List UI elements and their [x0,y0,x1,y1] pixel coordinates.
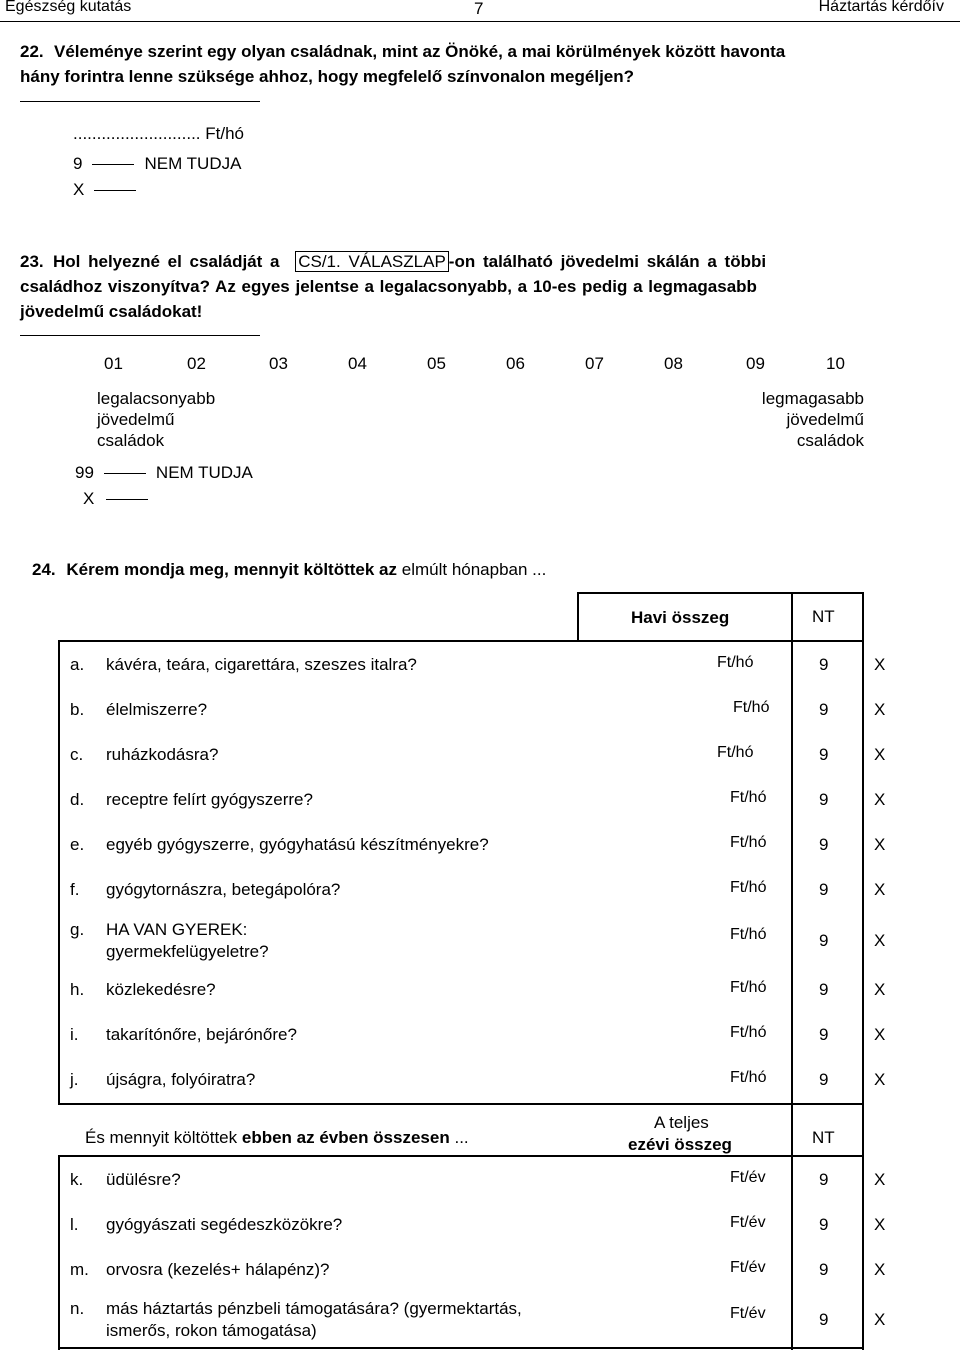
q23-option-x[interactable] [83,489,158,509]
q23-option-nt[interactable] [75,463,253,483]
nt-option[interactable]: 9 [819,1215,829,1234]
low-label-line: családok [97,431,165,450]
nt-option[interactable]: 9 [819,790,829,809]
dash-line [106,499,148,500]
x-option[interactable]: X [874,880,886,899]
nt-option[interactable]: 9 [819,1260,829,1279]
amount-field[interactable]: Ft/év [730,1305,766,1322]
year-intro-c: ... [454,1128,469,1147]
amount-field[interactable]: Ft/hó [730,834,767,851]
header-left: Egészség kutatás [5,0,132,15]
nt-option[interactable]: 9 [819,931,829,950]
high-label-line: jövedelmű [786,410,864,429]
q23-number [20,252,44,272]
col-header-year-nt: NT [812,1128,835,1147]
x-option[interactable]: X [874,655,886,674]
row-letter: j. [70,1070,79,1089]
row-question-line2: gyermekfelügyeletre? [106,942,269,961]
x-option[interactable]: X [874,1170,886,1189]
row-question: gyógytornászra, betegápolóra? [106,880,341,899]
x-option[interactable]: X [874,700,886,719]
table-rule [58,640,864,642]
q23-underline [20,335,260,336]
q22-line1: Véleménye szerint egy olyan családnak, mint az Önöké, a mai körülmények között havonta [54,42,786,61]
x-option[interactable]: X [874,1215,886,1234]
table-rule [58,640,60,1105]
x-option[interactable]: X [874,931,886,950]
table-rule [58,1155,60,1350]
row-question: ruházkodásra? [106,745,219,764]
q23-x-code: X [83,489,95,508]
table-rule [862,1103,864,1350]
scale-low-label [97,388,215,451]
q22-option-nt[interactable] [73,154,241,174]
page-number: 7 [474,0,484,18]
q22-answer-unit: Ft/hó [205,124,245,143]
row-letter: i. [70,1025,79,1044]
nt-option[interactable]: 9 [819,1170,829,1189]
scale-option[interactable]: 02 [187,354,206,373]
q23-line2 [20,277,757,297]
q22-nt-code: 9 [73,154,83,173]
q24-title [32,560,546,580]
row-question: gyógyászati segédeszközökre? [106,1215,343,1234]
x-option[interactable]: X [874,1070,886,1089]
scale-option[interactable]: 03 [269,354,288,373]
table-rule [577,592,579,640]
q23-line3: jövedelmű családokat! [20,302,203,321]
row-letter: e. [70,835,85,854]
amount-field[interactable]: Ft/év [730,1214,766,1231]
x-option[interactable]: X [874,1025,886,1044]
q22-nt-label: NEM TUDJA [144,154,242,173]
x-option[interactable]: X [874,790,886,809]
nt-option[interactable]: 9 [819,655,829,674]
row-question: orvosra (kezelés+ hálapénz)? [106,1260,330,1279]
row-letter: k. [70,1170,84,1189]
year-intro-b: ebben az évben összesen [241,1128,450,1147]
table-rule [791,1103,793,1350]
nt-option[interactable]: 9 [819,1070,829,1089]
q23-line2-a: családhoz viszonyítva? [20,277,210,296]
amount-field[interactable]: Ft/hó [730,979,767,996]
x-option[interactable]: X [874,1260,886,1279]
q23-card-ref: CS/1. VÁLASZLAP [295,251,449,272]
scale-option[interactable]: 01 [104,354,123,373]
table-rule [862,592,864,1105]
row-question: üdülésre? [106,1170,181,1189]
dash-line [92,164,134,165]
row-question: élelmiszerre? [106,700,208,719]
row-letter: b. [70,700,85,719]
dash-line [104,473,146,474]
q22-answer-dots: ........................... [73,124,201,143]
q24-title-bold: Kérem mondja meg, mennyit költöttek az [66,560,398,579]
nt-option[interactable]: 9 [819,1310,829,1329]
row-question: közlekedésre? [106,980,216,999]
row-letter: f. [70,880,80,899]
scale-option[interactable]: 10 [826,354,845,373]
nt-option[interactable]: 9 [819,1025,829,1044]
amount-field[interactable]: Ft/hó [730,1024,767,1041]
amount-field[interactable]: Ft/hó [733,699,770,716]
q24-title-rest: elmúlt hónapban ... [401,560,547,579]
q24-number: 24. [32,560,56,579]
header-rule [0,21,960,22]
q22-answer-field[interactable] [73,124,244,144]
scale-option[interactable]: 06 [506,354,525,373]
nt-option[interactable]: 9 [819,700,829,719]
year-intro [85,1128,469,1148]
row-letter: h. [70,980,85,999]
amount-field[interactable]: Ft/év [730,1259,766,1276]
header-right: Háztartás kérdőív [818,0,944,15]
row-letter: a. [70,655,85,674]
amount-field[interactable]: Ft/hó [717,744,754,761]
q22-x-code: X [73,180,85,199]
q22-underline [20,101,260,102]
row-letter: c. [70,745,84,764]
scale-option[interactable]: 05 [427,354,446,373]
row-letter: l. [70,1215,79,1234]
row-question: egyéb gyógyszerre, gyógyhatású készítményekre? [106,835,489,854]
table-rule [577,592,863,594]
low-label-line: legalacsonyabb [97,389,216,408]
nt-option[interactable]: 9 [819,835,829,854]
amount-field[interactable]: Ft/hó [730,1069,767,1086]
q22-line2: hány forintra lenne szüksége ahhoz, hogy megfelelő színvonalon megéljen? [20,67,635,86]
row-question: receptre felírt gyógyszerre? [106,790,313,809]
amount-field[interactable]: Ft/hó [730,879,767,896]
row-question: más háztartás pénzbeli támogatására? (gyermektartás, [106,1299,522,1318]
amount-field[interactable]: Ft/év [730,1169,766,1186]
row-question-line2: ismerős, rokon támogatása) [106,1321,317,1340]
amount-field[interactable]: Ft/hó [717,654,754,671]
year-intro-a: És mennyit költöttek [85,1128,238,1147]
nt-option[interactable]: 9 [819,745,829,764]
x-option[interactable]: X [874,745,886,764]
row-letter: d. [70,790,85,809]
table-rule [791,592,793,1105]
col-header-nt: NT [812,607,835,626]
amount-field[interactable]: Ft/hó [730,926,767,943]
row-letter: m. [70,1260,89,1279]
q22-number: 22. [20,42,44,61]
q23-nt-code: 99 [75,463,94,482]
nt-option[interactable]: 9 [819,880,829,899]
scale-option[interactable]: 04 [348,354,367,373]
dash-line [94,190,136,191]
q23-number-text: 23. [20,252,44,271]
table-rule [58,1347,864,1349]
col-header-amount: Havi összeg [631,608,730,627]
high-label-line: legmagasabb [761,389,864,408]
q23-line1-a: Hol helyezné el családját a [53,252,280,271]
scale-high-label [762,388,864,451]
x-option[interactable]: X [874,980,886,999]
row-question: HA VAN GYEREK: [106,920,248,939]
low-label-line: jövedelmű [97,410,175,429]
nt-option[interactable]: 9 [819,980,829,999]
row-letter: g. [70,920,85,939]
col-header-year-1: A teljes [654,1113,709,1132]
q23-line1 [53,252,766,272]
row-question: takarítónőre, bejárónőre? [106,1025,297,1044]
scale-option[interactable]: 08 [664,354,683,373]
scale-option[interactable]: 09 [746,354,765,373]
row-question: újságra, folyóiratra? [106,1070,256,1089]
row-letter: n. [70,1299,85,1318]
q22-option-x[interactable] [73,180,146,200]
q23-line2-b: Az egyes jelentse a legalacsonyabb, a 10-es pedig a legmagasabb [215,277,757,296]
q23-nt-label: NEM TUDJA [155,463,253,482]
col-header-year-2: ezévi összeg [628,1135,732,1154]
table-rule [58,1155,864,1157]
table-rule [58,1103,864,1105]
row-question: kávéra, teára, cigarettára, szeszes italra? [106,655,417,674]
x-option[interactable]: X [874,1310,886,1329]
x-option[interactable]: X [874,835,886,854]
high-label-line: családok [796,431,864,450]
amount-field[interactable]: Ft/hó [730,789,767,806]
q23-line1-b: -on található jövedelmi skálán a többi [448,252,767,271]
scale-option[interactable]: 07 [585,354,604,373]
